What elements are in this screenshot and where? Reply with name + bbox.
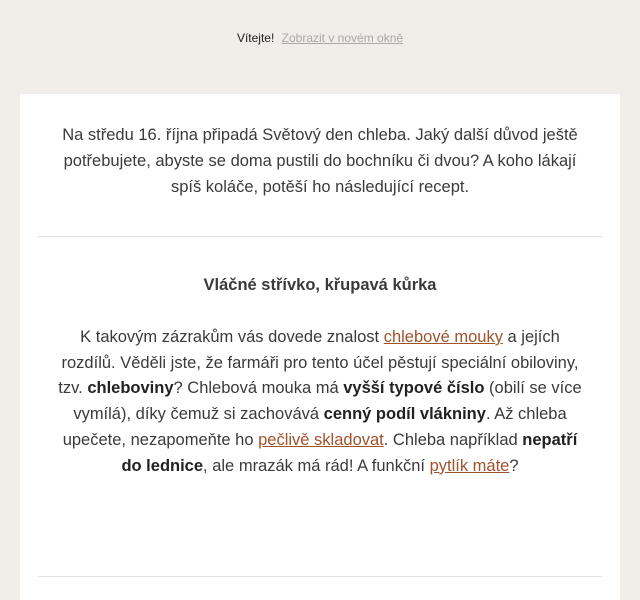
email-header [0,0,640,94]
body-text-segment: K takovým zázrakům vás dovede znalost [80,328,384,346]
body-text-segment: a jejích rozdílů. Věděli jste, že farmáři pro tento účel pěstují speciální obiloviny, tzv. [58,328,579,398]
section-body [58,325,582,479]
bold-term-type-number: vyšší typové číslo [343,379,485,398]
bold-term-no-fridge: nepatří do lednice [121,430,578,475]
section-divider-bottom [38,576,602,577]
open-in-new-window-link[interactable]: Zobrazit v novém okně [281,31,404,45]
bread-storage-link[interactable]: pečlivě skladovat [258,430,384,449]
body-text-segment: ? Chlebová mouka má [173,379,344,398]
bread-flour-link[interactable]: chlebové mouky [383,328,503,346]
section-title: Vláčné střívko, křupavá kůrka [203,276,437,294]
bold-term-fiber: cenný podíl vlákniny [323,405,486,424]
intro-paragraph: Na středu 16. října připadá Světový den chleba. Jaký další důvod ještě potřebujete, abyste se doma pustili do bochníku či dvou? A koho lákají spíš koláče, potěší ho následující recept. [62,126,578,196]
body-text-segment: ? [509,456,519,475]
email-content-card [20,94,620,600]
bold-term-chleboviny: chleboviny [87,379,174,398]
body-text-segment: , ale mrazák má rád! A funkční [203,456,430,475]
bread-bag-link[interactable]: pytlík máte [429,456,510,475]
body-text-segment: . Chleba například [383,430,523,449]
body-text-segment: (obilí se více vymílá), díky čemuž si zachovává [73,379,582,424]
welcome-text: Vítejte! [236,31,275,45]
section-divider [38,236,602,237]
body-text-segment: . Až chleba upečete, nezapomeňte ho [62,405,567,449]
